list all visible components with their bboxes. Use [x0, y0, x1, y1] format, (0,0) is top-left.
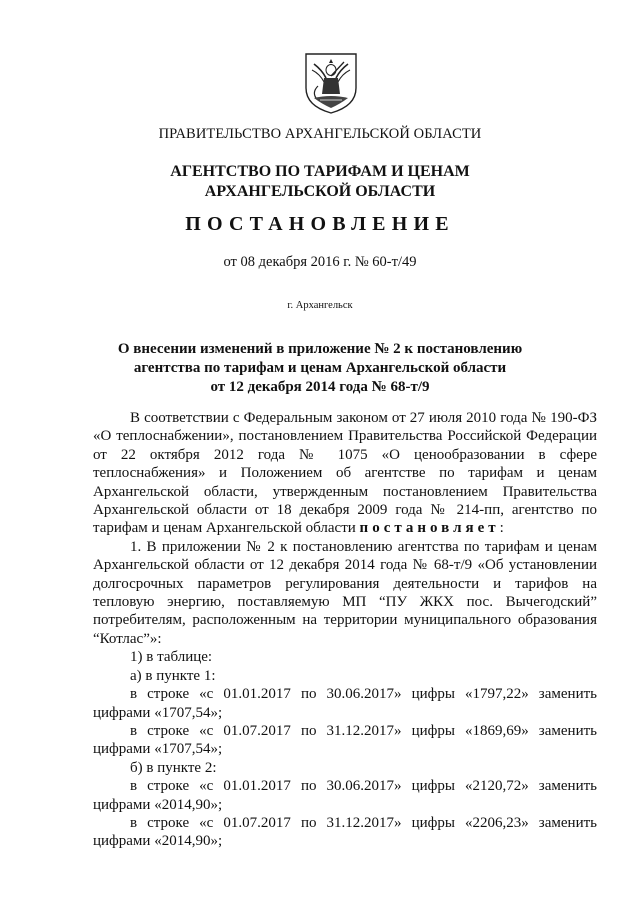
decree-word: постановляет	[359, 520, 500, 537]
document-city: г. Архангельск	[287, 300, 353, 311]
change-row-4: в строке «с 01.07.2017 по 31.12.2017» цифры «2206,23» заменить цифрами «2014,90»;	[93, 814, 597, 850]
subitem-1: 1) в таблице:	[130, 649, 213, 666]
agency-name	[0, 162, 640, 202]
intro-text: В соответствии с Федеральным законом от 27 июля 2010 года № 190-ФЗ «О теплоснабжении», постановлением Правительства Российской Федерации от 22 октября 2012 года № 1075 «О ценообразовании в сфере теплоснабжения» и Положением об агентстве по тарифам и ценам Архангельской области, утвержденным постановлением Правительства Архангельской области от 18 декабря 2009 года № 214-пп, агентство по тарифам и ценам Архангельской области	[93, 410, 597, 537]
item-1: 1. В приложении № 2 к постановлению агентства по тарифам и ценам Архангельской области от 12 декабря 2014 года № 68-т/9 «Об установлении долгосрочных параметров регулирования деятельности и тарифов на тепловую энергию, поставляемую МП “ПУ ЖКХ пос. Вычегодский” потребителям, расположенным на территории муниципального образования “Котлас”»:	[93, 538, 597, 647]
subject-line3: от 12 декабря 2014 года № 68-т/9	[210, 379, 430, 395]
coat-of-arms-icon	[300, 50, 362, 116]
subitem-1a: а) в пункте 1:	[130, 667, 216, 684]
agency-name-line1: АГЕНТСТВО ПО ТАРИФАМ И ЦЕНАМ	[170, 163, 470, 180]
subject-line1: О внесении изменений в приложение № 2 к постановлению	[117, 341, 523, 357]
change-row-2: в строке «с 01.07.2017 по 31.12.2017» цифры «1869,69» заменить цифрами «1707,54»;	[93, 722, 597, 758]
subitem-1b: б) в пункте 2:	[130, 759, 217, 776]
document-type: ПОСТАНОВЛЕНИЕ	[185, 213, 455, 235]
change-row-3: в строке «с 01.01.2017 по 30.06.2017» цифры «2120,72» заменить цифрами «2014,90»;	[93, 778, 597, 813]
document-date-number: от 08 декабря 2016 г. № 60-т/49	[223, 254, 417, 270]
intro-paragraph	[93, 409, 597, 538]
change-row-1: в строке «с 01.01.2017 по 30.06.2017» цифры «1797,22» заменить цифрами «1707,54»;	[93, 686, 597, 721]
agency-name-line2: АРХАНГЕЛЬСКОЙ ОБЛАСТИ	[204, 183, 436, 200]
government-name: ПРАВИТЕЛЬСТВО АРХАНГЕЛЬСКОЙ ОБЛАСТИ	[158, 126, 482, 142]
document-body	[93, 409, 597, 851]
document-subject	[0, 340, 640, 397]
decree-colon: :	[499, 520, 504, 537]
subject-line2: агентства по тарифам и ценам Архангельской области	[133, 360, 507, 376]
